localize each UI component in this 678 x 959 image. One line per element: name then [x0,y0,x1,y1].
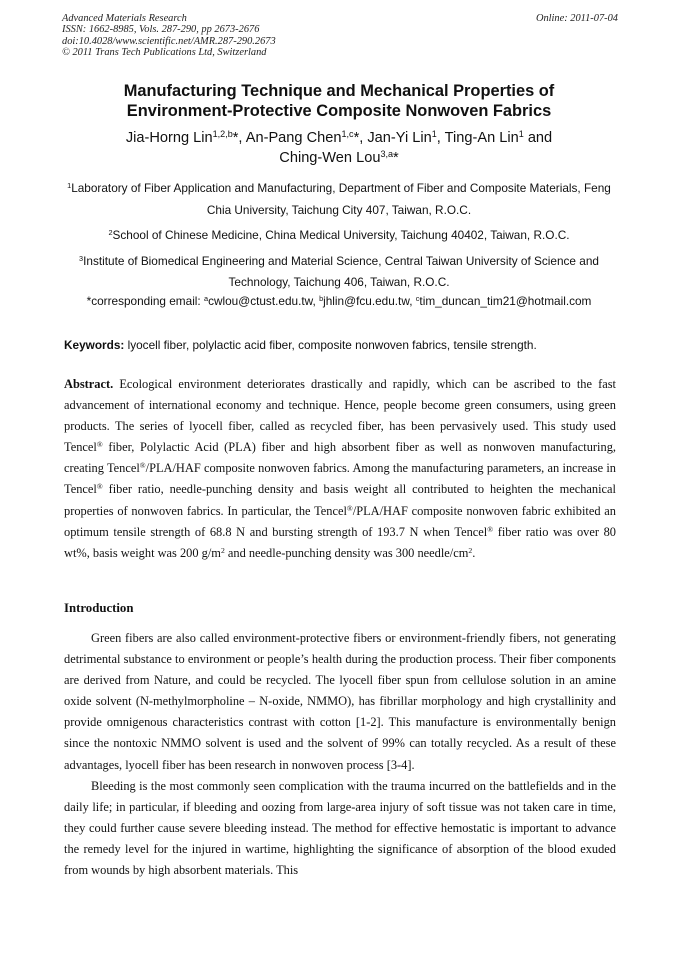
keywords [64,337,616,353]
affiliation-2 [56,225,622,247]
author-name: Ting-An Lin [444,130,519,146]
email-sup: a [204,293,209,303]
doi-line[interactable]: doi:10.4028/www.scientific.net/AMR.287-290.2673 [62,35,276,47]
abstract-text: fiber ratio, needle-punching density and basis weight all contributed to heighten the mechanical properties of nonwoven fabrics. In particular, the Tencel [64,482,616,518]
author-list [40,128,638,168]
author-mark: *, [232,130,246,146]
author-sup: 1,c [341,129,354,140]
affiliation-number: 1 [67,180,72,190]
registered-mark: ® [139,461,146,471]
abstract-text: Ecological environment deteriorates drastically and rapidly, which can be ascribed to the fast advancement of international economy and technique. Hence, people become green consumers, using green products. The series of lyocell fiber, called as recycled fiber, has been pervasively used. This study used Tencel [64,377,616,455]
abstract-text: fiber, Polylactic Acid (PLA) fiber and high absorbent fiber as well as nonwoven manufacturing, creating Tencel [64,440,616,476]
registered-mark: ® [487,524,494,534]
affiliation-number: 3 [79,253,84,263]
abstract-text: /PLA/HAF composite nonwoven fabrics. Among the manufacturing parameters, an increase in Tencel [64,461,616,497]
paragraph: Bleeding is the most commonly seen complication with the trauma incurred on the battlefields and in the daily life; in particular, if bleeding and oozing from large-area injury of soft tissue was not taken care in time, they could further cause severe bleeding instead. The method for effective hemostatic is important to advance the remedy level for the injured in wartime, highlighting the significance of absorption of the blood exuded from wounds by high absorbent materials. This [64,778,616,878]
registered-mark: ® [346,503,353,513]
author-mark: *, [353,130,368,146]
title-line-1: Manufacturing Technique and Mechanical Properties of [123,82,555,100]
online-date: Online: 2011-07-04 [535,13,618,24]
author-name: Ching-Wen Lou [279,150,381,166]
superscript-2: 2 [468,545,473,555]
paper-title [40,81,638,121]
abstract-label: Abstract. [64,377,114,391]
email-sup: c [415,293,420,303]
abstract-text: and needle-punching density was 300 needle/cm [224,545,469,560]
copyright-line: © 2011 Trans Tech Publications Ltd, Switzerland [62,47,267,59]
author-sup: 1,2,b [212,129,233,140]
registered-mark: ® [96,482,103,492]
abstract-text: . [472,545,476,560]
journal-header [62,13,618,59]
author-name: Jan-Yi Lin [367,130,432,146]
author-name: Jia-Horng Lin [125,130,213,146]
author-sup: 1 [518,129,524,140]
paragraph: Green fibers are also called environment-protective fibers or environment-friendly fibers, not generating detrimental substance to environment or people’s health during the production process. Their fiber components are derived from Nature, and could be recycled. The lyocell fiber spun from cellulose solution in an amine oxide solvent (N-methylmorpholine – N-oxide, NMMO), has fibrillar morphology and high crystallinity and provide omnigenous characteristics contrast with cotton [1-2]. This manufacture is environmentally benign since the nontoxic NMMO solvent is used and the solvent of 99% can totally recycled. As a result of these advantages, lyocell fiber has been research in nonwoven process [3-4]. [64,631,616,772]
email-address-b[interactable]: jhlin@fcu.edu.tw, [323,294,416,308]
affiliation-text: Institute of Biomedical Engineering and Material Science, Central Taiwan University of Science and Technology, Taichung 406, Taiwan, R.O.C. [83,253,599,289]
affiliation-3 [56,251,622,294]
email-sup: b [319,293,324,303]
superscript-2: 2 [220,545,225,555]
author-sep: and [523,130,553,146]
email-address-a[interactable]: cwlou@ctust.edu.tw, [208,294,320,308]
corresponding-email [40,293,638,309]
author-sup: 3,a [380,149,394,160]
keywords-label: Keywords: [64,338,125,352]
journal-name: Advanced Materials Research [62,13,187,24]
introduction-body [64,628,616,881]
author-sep: , [436,130,445,146]
author-mark: * [393,150,399,166]
introduction-heading: Introduction [64,601,134,615]
affiliation-text: School of Chinese Medicine, China Medical University, Taichung 40402, Taiwan, R.O.C. [112,228,570,242]
affiliation-1 [56,178,622,221]
affiliations [56,178,622,294]
issn-line: ISSN: 1662-8985, Vols. 287-290, pp 2673-2676 [62,24,260,36]
registered-mark: ® [96,440,103,450]
affiliation-number: 2 [108,227,113,237]
author-sup: 1 [431,129,437,140]
abstract-text: /PLA/HAF composite nonwoven fabric exhibited an optimum tensile strength of 68.8 N and bursting strength of 193.7 N when Tencel [64,503,617,539]
author-name: An-Pang Chen [245,130,342,146]
affiliation-text: Laboratory of Fiber Application and Manufacturing, Department of Fiber and Composite Materials, Feng Chia University, Taichung City 407, Taiwan, R.O.C. [71,181,611,217]
title-line-2: Environment-Protective Composite Nonwoven Fabrics [126,102,552,120]
abstract-text: fiber ratio was over 80 wt%, basis weight was 200 g/m [64,524,616,560]
email-address-c[interactable]: tim_duncan_tim21@hotmail.com [419,294,592,308]
email-prefix: *corresponding email: [86,294,204,308]
keywords-text: lyocell fiber, polylactic acid fiber, composite nonwoven fabrics, tensile strength. [124,338,537,352]
abstract [64,374,616,564]
